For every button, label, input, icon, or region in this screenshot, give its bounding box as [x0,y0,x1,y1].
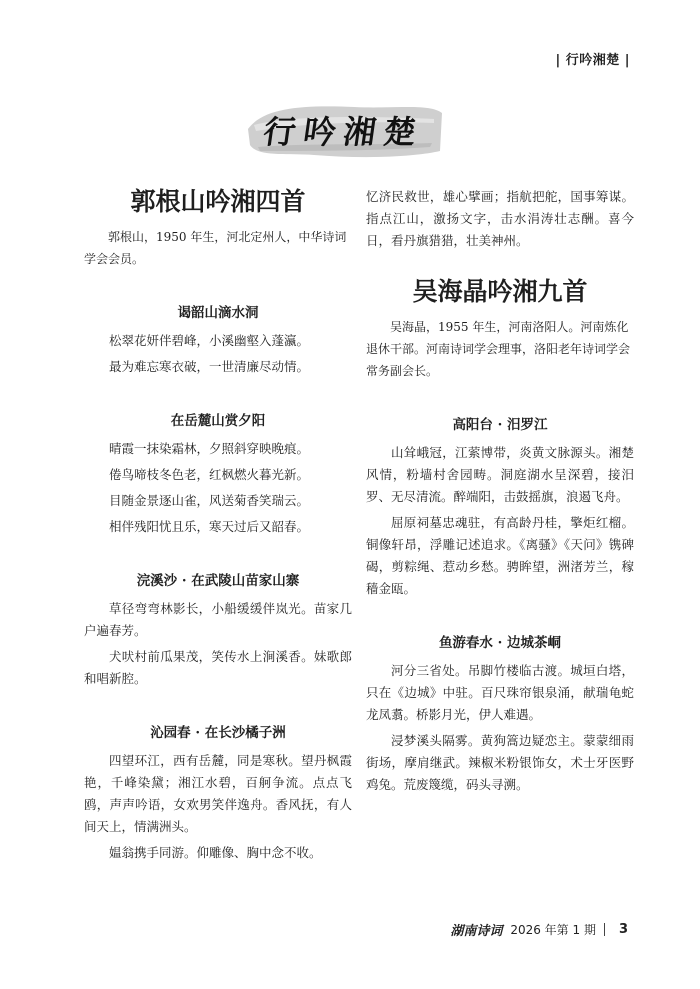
poem-line: 松翠花妍伴碧峰，小溪幽壑入蓬瀛。 [109,333,310,348]
poem-line: 晴霞一抹染霜林，夕照斜穿映晚痕。 [109,441,310,456]
poem-title: 高阳台 · 汨罗江 [452,417,548,433]
column-banner [244,99,444,161]
poem-line: 倦鸟啼枝冬色老，红枫燃火暮光新。 [109,467,310,482]
magazine-name: 湖南诗词 [450,924,503,939]
poem-line: 媪翁携手同游。仰雕像、胸中念不收。 [109,845,322,860]
page-number: 3 [618,922,628,937]
divider [604,923,605,936]
issue-label: 2026 年第 1 期 [510,923,596,937]
left-column [84,182,352,868]
page-footer [450,920,628,939]
poem-line: 山耸峨冠，江萦博带，炎黄文脉源头。湘楚风情，粉墙村舍园畴。洞庭湖水呈深碧，接汨罗、无尽清流。醉端阳，击鼓摇旗，浪遏飞舟。 [366,445,634,504]
poem-line: 目随金景逐山雀，风送菊香笑瑞云。 [109,493,310,508]
poem-line: 四望环江，西有岳麓，同是寒秋。望丹枫霞艳，千峰染黛；湘江水碧，百舸争流。点点飞鸥，声声吟语，女欢男笑伴逸舟。香风抚，有人间天上，情满洲头。 [84,753,352,834]
author-intro: 吴海晶，1955 年生，河南洛阳人。河南炼化退休干部。河南诗词学会理事，洛阳老年诗词学会常务副会长。 [366,320,631,378]
poem-title: 浣溪沙 · 在武陵山苗家山寨 [136,573,300,589]
author-intro: 郭根山，1950 年生，河北定州人，中华诗词学会会员。 [84,230,347,266]
banner-title: 行吟湘楚 [261,113,427,151]
poem-line: 草径弯弯林影长，小船缓缓伴岚光。苗家几户遍春芳。 [84,601,352,638]
poem-title: 鱼游春水 · 边城茶峒 [438,635,562,651]
right-column [366,186,634,800]
poem-line: 最为难忘寒衣破，一世清廉尽动情。 [109,359,310,374]
poem-line: 屈原祠墓忠魂驻，有高龄丹桂，擎炬红榴。铜像轩昂，浮雕记述追求。《离骚》《天问》镌碑碣，剪粽绳、惹动乡愁。骋眸望，洲渚芳兰，稼穑金瓯。 [366,515,634,596]
column-tag: | 行吟湘楚 | [555,53,630,68]
poem-title: 谒韶山滴水洞 [177,305,259,321]
poem-line: 犬吠村前瓜果茂，笑传水上涧溪香。妹歌郎和唱新腔。 [84,649,352,686]
poem-continuation: 忆济民救世，雄心擘画；指航把舵，国事筹谋。指点江山，激扬文字，击水涓涛壮志酬。喜今日，看丹旗猎猎，壮美神州。 [366,189,634,248]
poem-line: 相伴残阳忧且乐，寒天过后又韶春。 [109,519,310,534]
section-title: 吴海晶吟湘九首 [412,277,588,306]
poem-title: 在岳麓山赏夕阳 [170,413,266,429]
poem-title: 沁园春 · 在长沙橘子洲 [150,725,286,741]
section-title: 郭根山吟湘四首 [130,187,306,216]
poem-line: 浸梦溪头隔雾。黄狗篙边疑恋主。蒙蒙细雨街场，摩肩继武。辣椒米粉银饰女，术士牙医野鸡兔。荒废篾缆，码头寻溯。 [366,733,634,792]
poem-line: 河分三省处。吊脚竹楼临古渡。城垣白塔，只在《边城》中驻。百尺珠帘银泉涌，献瑞龟蛇龙凤翥。桥影月光，伊人难遇。 [366,663,634,722]
